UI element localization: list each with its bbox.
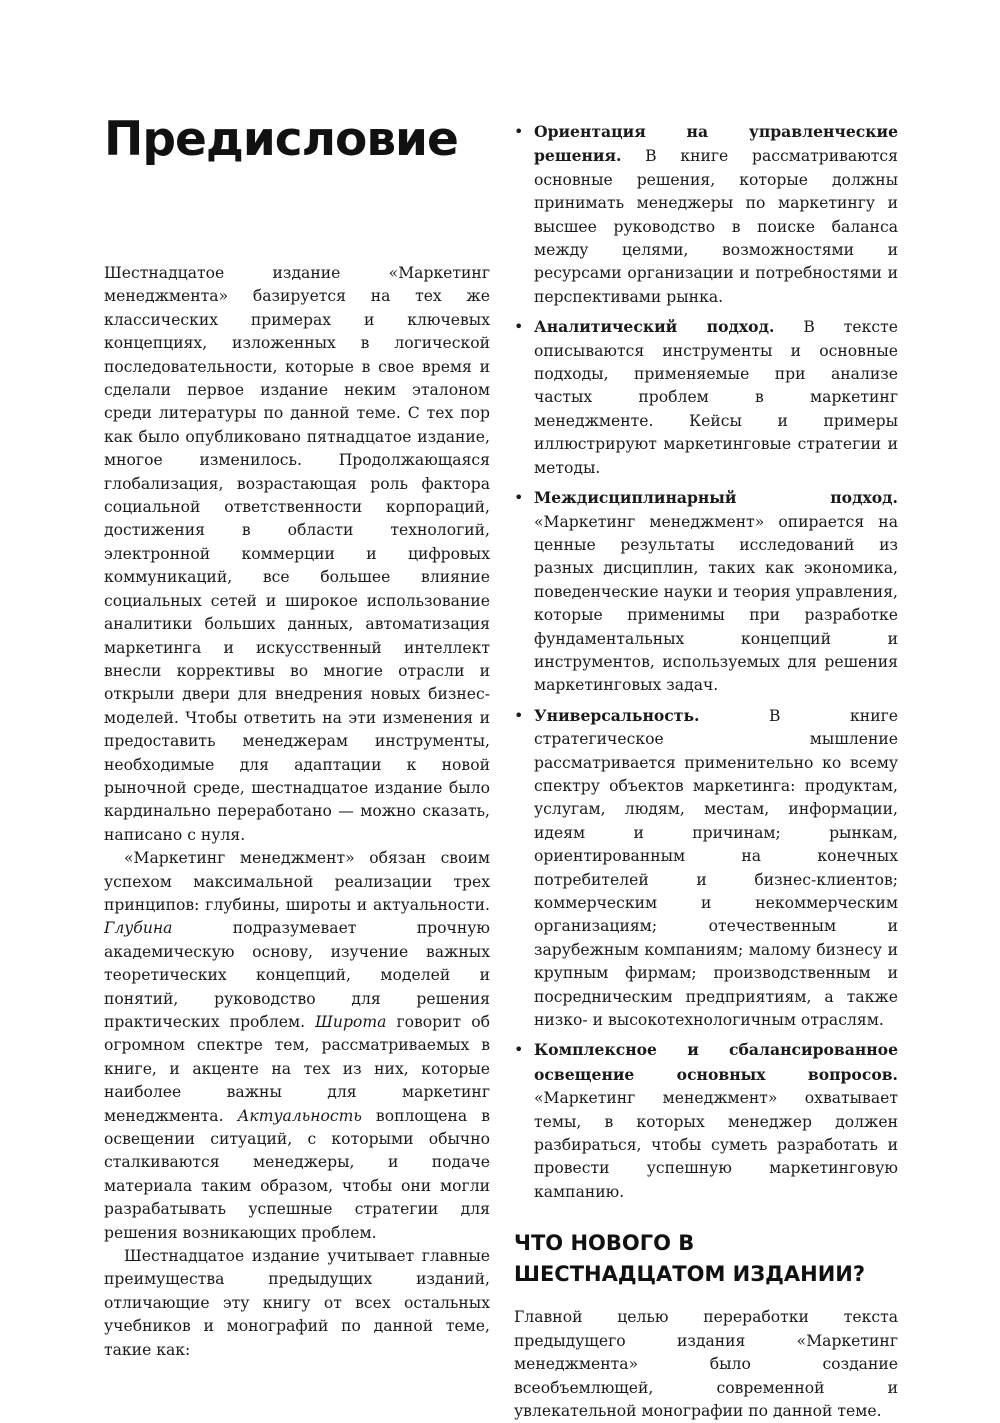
list-item [514,120,898,309]
bullet-text: «Маркетинг менеджмент» охватывает темы, в которых менеджер должен разбираться, чтобы суметь разработать и провести успешную маркетинговую кампанию. [534,1089,898,1201]
bullet-heading: Ориентация на управленческие решения. [534,122,898,166]
list-item [514,486,898,698]
principles-paragraph [104,847,490,1245]
principles-text-3: говорит об огромном спектре тем, рассматриваемых в книге, и акценте на тех из них, которые наиболее важны для маркетинг менеджмента. [104,1013,490,1125]
bullet-text: В книге стратегическое мышление рассматривается применительно ко всему спектру объектов маркетинга: продуктам, услугам, людям, местам, информации, идеям и причинам; рынкам, ориентированным на конечных потребителей и бизнес-клиентов; коммерческим и некоммерческим организациям; отечественным и зарубежным компаниям; малому бизнесу и крупным фирмам; производственным и посредническим предприятиям, а также низко- и высокотехнологичным отраслям. [534,706,898,1030]
list-item [514,1038,898,1204]
bullet-text: «Маркетинг менеджмент» опирается на ценные результаты исследований из разных дисциплин, таких как экономика, поведенческие науки и теория управления, которые применимы при разработке фундаментальных концепций и инструментов, используемых для решения маркетинговых задач. [534,512,898,695]
principles-text-2: подразумевает прочную академическую основу, изучение важных теоретических концепций, моделей и понятий, руководство для решения практических проблем. [104,919,490,1031]
advantages-paragraph: Шестнадцатое издание учитывает главные преимущества предыдущих изданий, отличающие эту книгу от всех остальных учебников и монографий по данной теме, такие как: [104,1247,490,1359]
bullet-heading: Аналитический подход. [534,317,775,337]
right-column [514,120,898,1423]
bullet-heading: Междисциплинарный подход. [534,488,898,508]
list-item [514,315,898,480]
bullet-heading: Комплексное и сбалансированное освещение основных вопросов. [534,1040,898,1084]
principles-text-4: воплощена в освещении ситуаций, с которыми обычно сталкиваются менеджеры, и подаче материала таким образом, чтобы они могли разрабатывать успешные стратегии для решения возникающих проблем. [104,1106,490,1242]
list-item [514,704,898,1033]
page-title: Предисловие [104,112,458,167]
bullet-text: В тексте описываются инструменты и основные подходы, применяемые при анализе частых проблем в маркетинг менеджменте. Кейсы и примеры иллюстрируют маркетинговые стратегии и методы. [534,318,898,477]
principles-text-1: «Маркетинг менеджмент» обязан своим успехом максимальной реализации трех принципов: глубины, широты и актуальности. [104,849,490,914]
intro-paragraph: Шестнадцатое издание «Маркетинг менеджмента» базируется на тех же классических примерах и ключевых концепциях, изложенных в логической последовательности, которые в свое время и сделали первое издание неким эталоном среди литературы по данной теме. С тех пор как было опубликовано пятнадцатое издание, многое изменилось. Продолжающаяся глобализация, возрастающая роль фактора социальной ответственности корпораций, достижения в области технологий, электронной коммерции и цифровых коммуникаций, все большее влияние социальных сетей и широкое использование аналитики больших данных, автоматизация маркетинга и искусственный интеллект внесли коррективы во многие отрасли и открыли двери для внедрения новых бизнес-моделей. Чтобы ответить на эти изменения и предоставить менеджерам инструменты, необходимые для адаптации к новой рыночной среде, шестнадцатое издание было кардинально переработано — можно сказать, написано с нуля. [104,264,490,844]
section-heading: ЧТО НОВОГО В ШЕСТНАДЦАТОМ ИЗДАНИИ? [514,1231,866,1287]
emphasis-relevance: Актуальность [237,1106,362,1125]
left-column [104,262,490,1362]
features-list [514,120,898,1204]
bullet-heading: Универсальность. [534,705,700,725]
emphasis-breadth: Широта [315,1013,387,1031]
bullet-text: В книге рассматриваются основные решения, которые должны принимать менеджеры по маркетингу и высшее руководство в поиске баланса между целями, возможностями и ресурсами организации и потребностями и перспективами рынка. [534,147,898,306]
section-paragraph: Главной целью переработки текста предыдущего издания «Маркетинг менеджмента» было создание всеобъемлющей, современной и увлекательной монографии по данной теме. [514,1308,898,1420]
emphasis-depth: Глубина [104,919,173,938]
